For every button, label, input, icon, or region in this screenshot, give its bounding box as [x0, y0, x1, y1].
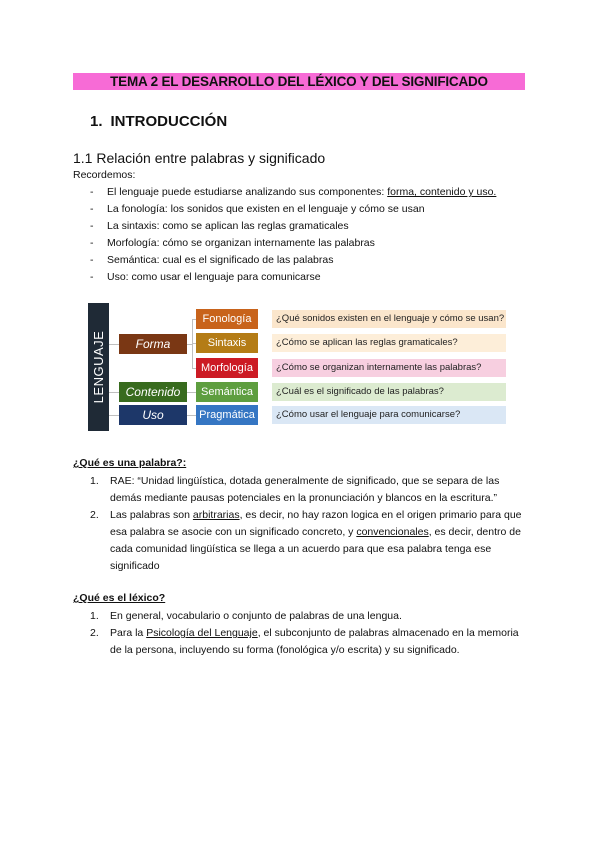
- question-pragmatica-box: [272, 406, 506, 424]
- question-pragmatica-text: ¿Cómo usar el lenguaje para comunicarse?: [276, 409, 461, 420]
- bullet-dash: -: [90, 237, 94, 249]
- component-pragmatica-label: Pragmática: [199, 409, 255, 421]
- language-components-diagram: [88, 303, 518, 433]
- component-sintaxis-box: [196, 333, 258, 353]
- level-uso-box: [119, 405, 187, 425]
- intro-label: Recordemos:: [73, 169, 136, 181]
- level-uso-label: Uso: [142, 408, 164, 422]
- bullet-dash: -: [90, 254, 94, 266]
- underlined-term: Psicología del Lenguaje: [146, 627, 258, 639]
- component-morfologia-label: Morfología: [201, 362, 253, 374]
- question-fonologia-text: ¿Qué sonidos existen en el lenguaje y cómo se usan?: [276, 313, 505, 324]
- palabra-heading: ¿Qué es una palabra?:: [73, 457, 187, 469]
- list-item: [90, 269, 530, 286]
- list-item: [90, 608, 522, 625]
- question-semantica-box: [272, 383, 506, 401]
- bullet-dash: -: [90, 186, 94, 198]
- connector-line: [109, 415, 119, 416]
- question-morfologia-text: ¿Cómo se organizan internamente las palabras?: [276, 362, 482, 373]
- question-morfologia-box: [272, 359, 506, 377]
- connector-line: [187, 415, 196, 416]
- connector-line: [192, 319, 193, 369]
- lexico-list: [90, 608, 522, 659]
- level-forma-label: Forma: [135, 337, 171, 351]
- component-morfologia-box: [196, 358, 258, 378]
- bullet-dash: -: [90, 271, 94, 283]
- list-number: 1.: [90, 610, 99, 622]
- bullet-dash: -: [90, 220, 94, 232]
- recordemos-list: [90, 184, 530, 286]
- level-forma-box: [119, 334, 187, 354]
- component-fonologia-box: [196, 309, 258, 329]
- list-item-text: RAE: “Unidad lingüística, dotada generalmente de significado, que se separa de las demás mediante pausas potenciales en la pronunciación y blancos en la escritura.”: [110, 475, 500, 504]
- section-label: INTRODUCCIÓN: [110, 113, 228, 130]
- bullet-dash: -: [90, 203, 94, 215]
- component-semantica-label: Semántica: [201, 386, 253, 398]
- palabra-list: [90, 473, 522, 575]
- list-item: [90, 184, 530, 201]
- list-item-text: Semántica: cual es el significado de las palabras: [107, 254, 334, 266]
- list-item: [90, 201, 530, 218]
- list-number: 1.: [90, 475, 99, 487]
- component-fonologia-label: Fonología: [202, 313, 252, 325]
- list-item: [90, 235, 530, 252]
- component-sintaxis-label: Sintaxis: [207, 337, 247, 349]
- list-item-text: En general, vocabulario o conjunto de palabras de una lengua.: [110, 610, 402, 622]
- list-item: [90, 507, 522, 575]
- level-contenido-label: Contenido: [125, 385, 181, 399]
- question-sintaxis-text: ¿Cómo se aplican las reglas gramaticales?: [276, 337, 458, 348]
- list-item-text: La sintaxis: como se aplican las reglas gramaticales: [107, 220, 349, 232]
- question-sintaxis-box: [272, 334, 506, 352]
- list-item-text: Para la Psicología del Lenguaje, el subconjunto de palabras almacenado en la memoria de la persona, incluyendo su forma (fonológica y/o escrita) y su significado.: [110, 627, 519, 656]
- question-semantica-text: ¿Cuál es el significado de las palabras?: [276, 386, 444, 397]
- list-number: 2.: [90, 509, 99, 521]
- list-item: [90, 252, 530, 269]
- underlined-term: arbitrarias: [192, 509, 240, 521]
- subsection-heading: 1.1 Relación entre palabras y significado: [73, 150, 326, 166]
- component-pragmatica-box: [196, 405, 258, 425]
- list-item: [90, 218, 530, 235]
- document-title: TEMA 2 EL DESARROLLO DEL LÉXICO Y DEL SIGNIFICADO: [73, 73, 525, 90]
- connector-line: [109, 392, 119, 393]
- section-number: 1.: [90, 113, 103, 130]
- level-contenido-box: [119, 382, 187, 402]
- connector-line: [109, 344, 119, 345]
- underlined-term: convencionales: [356, 526, 429, 538]
- list-item: [90, 625, 522, 659]
- list-item: [90, 473, 522, 507]
- component-semantica-box: [196, 382, 258, 402]
- list-item-text: Morfología: cómo se organizan internamente las palabras: [107, 237, 375, 249]
- list-item-text: La fonología: los sonidos que existen en el lenguaje y cómo se usan: [107, 203, 425, 215]
- list-number: 2.: [90, 627, 99, 639]
- section-heading: [90, 113, 227, 130]
- root-lenguaje-label: LENGUAJE: [90, 330, 106, 404]
- root-lenguaje-box: [88, 303, 109, 431]
- question-fonologia-box: [272, 310, 506, 328]
- lexico-heading: ¿Qué es el léxico?: [73, 592, 166, 604]
- list-item-text: Las palabras son arbitrarias, es decir, no hay razon logica en el origen primario para que esa palabra se asocie con un significado concreto, y convencionales, es decir, dentro de cada comunidad lingüística se llega a un acuerdo para que esa palabra tenga ese significado: [110, 509, 522, 572]
- list-item-underlined: forma, contenido y uso.: [387, 186, 497, 198]
- connector-line: [187, 392, 196, 393]
- list-item-text: Uso: como usar el lenguaje para comunicarse: [107, 271, 321, 283]
- list-item-text: El lenguaje puede estudiarse analizando sus componentes:: [107, 186, 388, 198]
